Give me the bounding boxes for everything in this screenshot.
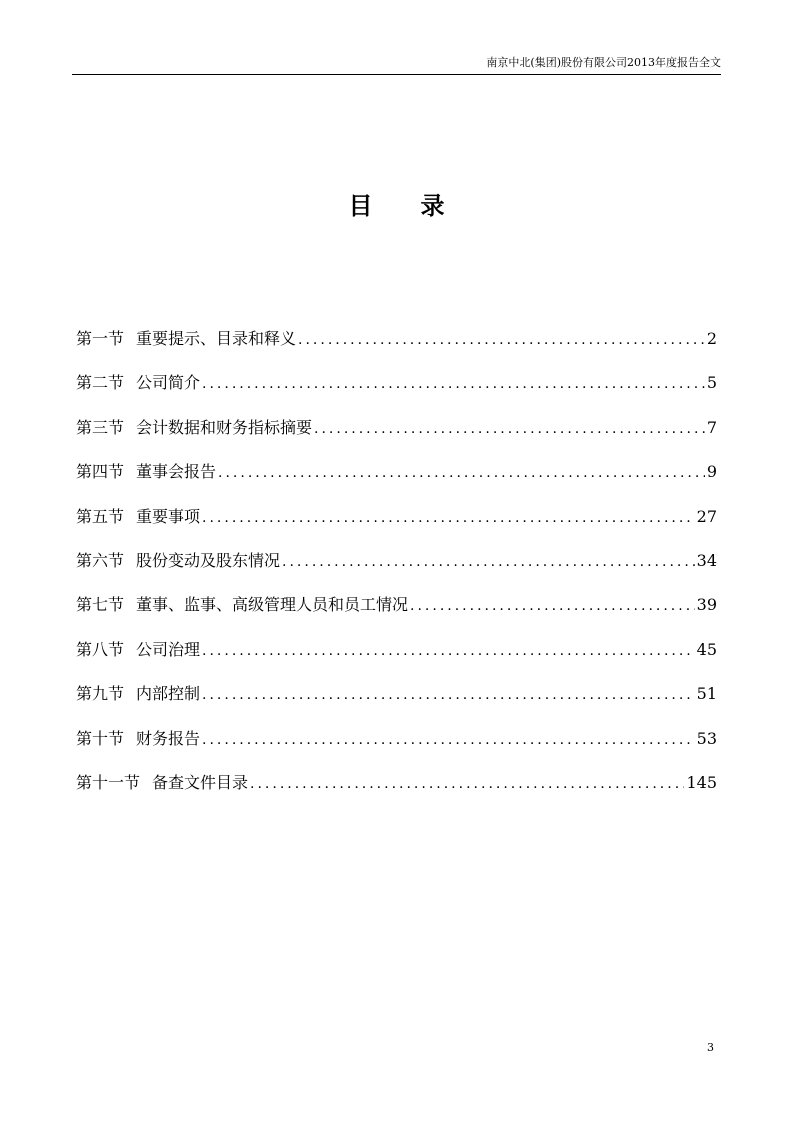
toc-section-number: 第一节 [76, 329, 125, 348]
toc-entry-title: 重要提示、目录和释义 [136, 329, 297, 348]
toc-dot-leader [410, 592, 695, 620]
toc-entry-title: 重要事项 [136, 506, 201, 526]
toc-dot-leader [202, 681, 695, 709]
toc-entry-title: 会计数据和财务指标摘要 [136, 417, 313, 437]
toc-dot-leader [298, 326, 705, 354]
toc-page-number: 7 [706, 417, 717, 437]
toc-dot-leader [202, 726, 695, 754]
toc-entry-title: 股份变动及股东情况 [136, 550, 281, 570]
running-header: 南京中北(集团)股份有限公司2013年度报告全文 [72, 56, 721, 75]
toc-page-number: 51 [696, 684, 717, 704]
toc-page-number: 45 [696, 639, 717, 659]
page-title: 目录 [348, 192, 493, 220]
toc-page-number: 39 [696, 595, 717, 615]
toc-entry-title: 备查文件目录 [152, 772, 249, 792]
toc-entry-title: 董事会报告 [136, 462, 217, 482]
toc-entry-title: 董事、监事、高级管理人员和员工情况 [136, 595, 409, 615]
toc-entry[interactable] [76, 680, 717, 724]
toc-entry[interactable] [76, 547, 717, 591]
toc-dot-leader [282, 548, 695, 576]
toc-page-number: 5 [706, 373, 717, 393]
toc-section-number: 第十一节 [76, 772, 141, 792]
toc-dot-leader [202, 370, 705, 398]
toc-entry-title: 公司简介 [136, 373, 201, 393]
toc-section-number: 第八节 [76, 639, 125, 659]
toc-entry-title: 公司治理 [136, 639, 201, 659]
toc-entry[interactable] [76, 414, 717, 458]
toc-page-number: 34 [696, 550, 717, 570]
toc-section-number: 第九节 [76, 684, 125, 704]
toc-page-number: 27 [696, 506, 717, 526]
toc-dot-leader [202, 637, 695, 665]
toc-section-number: 第四节 [76, 462, 125, 482]
toc-entry[interactable] [76, 636, 717, 680]
toc-section-number: 第五节 [76, 506, 125, 526]
toc-entry[interactable] [76, 369, 717, 413]
toc-section-number: 第七节 [76, 595, 125, 615]
table-of-contents [76, 325, 717, 813]
toc-entry[interactable] [76, 725, 717, 769]
toc-dot-leader [314, 415, 705, 443]
toc-section-number: 第六节 [76, 550, 125, 570]
toc-section-number: 第十节 [76, 728, 125, 748]
toc-section-number: 第二节 [76, 373, 125, 393]
toc-page-number: 53 [696, 728, 717, 748]
toc-section-number: 第三节 [76, 417, 125, 437]
toc-dot-leader [202, 504, 695, 532]
toc-entry-title: 财务报告 [136, 728, 201, 748]
toc-entry[interactable] [76, 458, 717, 502]
toc-page-number: 9 [706, 462, 717, 482]
toc-entry[interactable] [76, 591, 717, 635]
toc-dot-leader [218, 459, 705, 487]
toc-page-number: 145 [686, 772, 717, 792]
toc-entry-title: 内部控制 [136, 684, 201, 704]
toc-entry[interactable] [76, 769, 717, 813]
toc-entry[interactable] [76, 325, 717, 369]
page-number: 3 [707, 1041, 714, 1054]
toc-page-number: 2 [706, 329, 717, 348]
toc-entry[interactable] [76, 503, 717, 547]
toc-dot-leader [250, 770, 684, 798]
